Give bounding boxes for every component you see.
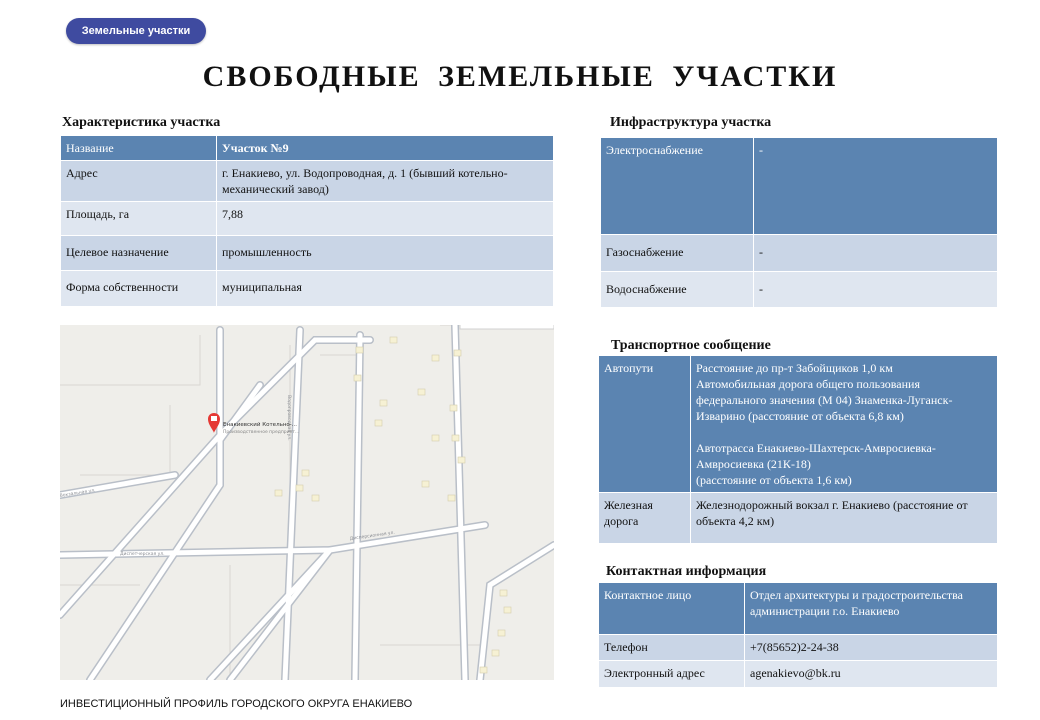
footer-text: ИНВЕСТИЦИОННЫЙ ПРОФИЛЬ ГОРОДСКОГО ОКРУГА ЕНАКИЕВО — [60, 698, 413, 710]
street-label: Вокзальная ул. — [60, 488, 96, 499]
row-label: Телефон — [599, 635, 745, 661]
map-roads — [60, 325, 554, 680]
row-label: Железная дорога — [599, 493, 691, 544]
row-label: Форма собственности — [61, 271, 217, 307]
row-label: Площадь, га — [61, 202, 217, 236]
row-value: Расстояние до пр-т Забойщиков 1,0 км Автомобильная дорога общего пользования федерального значения (М 04) Знаменка-Луганск-Изварино (расстояние от объекта 6,8 км) Автотрасса Енакиево-Шахтерск-Амвросиевка-Амвросиевка (21К-18) (расстояние от объекта 1,6 км) — [691, 356, 998, 493]
row-value: муниципальная — [217, 271, 554, 307]
infrastructure-heading: Инфраструктура участка — [610, 115, 772, 130]
characteristics-table — [60, 135, 554, 307]
row-value: промышленность — [217, 236, 554, 271]
street-label: Водопроводная ул. — [286, 395, 291, 441]
row-value: Отдел архитектуры и градостроительства администрации г.о. Енакиево — [745, 583, 998, 635]
table-row — [601, 272, 998, 308]
page-title: СВОБОДНЫЕ ЗЕМЕЛЬНЫЕ УЧАСТКИ — [202, 60, 838, 93]
row-value: +7(85652)2-24-38 — [745, 635, 998, 661]
table-row — [61, 136, 554, 161]
row-label: Водоснабжение — [601, 272, 754, 308]
table-row — [601, 235, 998, 272]
contacts-table — [598, 582, 998, 688]
table-row — [599, 356, 998, 493]
table-row — [601, 138, 998, 235]
row-value: 7,88 — [217, 202, 554, 236]
marker-title: Енакиевский Котельно-... — [223, 422, 298, 428]
row-value: - — [754, 138, 998, 235]
row-value: - — [754, 235, 998, 272]
row-value: - — [754, 272, 998, 308]
characteristics-heading: Характеристика участка — [62, 115, 221, 130]
table-row — [61, 202, 554, 236]
category-badge[interactable]: Земельные участки — [66, 18, 206, 44]
row-value[interactable]: agenakievo@bk.ru — [745, 661, 998, 688]
site-map[interactable] — [60, 325, 554, 680]
row-value: г. Енакиево, ул. Водопроводная, д. 1 (бывший котельно-механический завод) — [217, 161, 554, 202]
table-row — [599, 583, 998, 635]
row-label: Электронный адрес — [599, 661, 745, 688]
transport-table — [598, 355, 998, 544]
row-label: Автопути — [599, 356, 691, 493]
street-label: Диспетчерская ул. — [120, 552, 165, 557]
row-label: Адрес — [61, 161, 217, 202]
contacts-heading: Контактная информация — [606, 564, 767, 579]
transport-heading: Транспортное сообщение — [611, 338, 771, 353]
marker-subtitle: Производственное предприят... — [223, 430, 300, 435]
row-label: Целевое назначение — [61, 236, 217, 271]
infrastructure-table — [600, 137, 998, 308]
row-label: Контактное лицо — [599, 583, 745, 635]
map-control[interactable] — [460, 325, 554, 329]
row-label: Название — [61, 136, 217, 161]
row-label: Электроснабжение — [601, 138, 754, 235]
row-value: Железнодорожный вокзал г. Енакиево (расстояние от объекта 4,2 км) — [691, 493, 998, 544]
street-label: Дисперсионная ул. — [349, 530, 396, 542]
table-row — [599, 661, 998, 688]
table-row — [61, 271, 554, 307]
row-value: Участок №9 — [217, 136, 554, 161]
table-row — [61, 161, 554, 202]
table-row — [599, 635, 998, 661]
row-label: Газоснабжение — [601, 235, 754, 272]
table-row — [61, 236, 554, 271]
table-row — [599, 493, 998, 544]
